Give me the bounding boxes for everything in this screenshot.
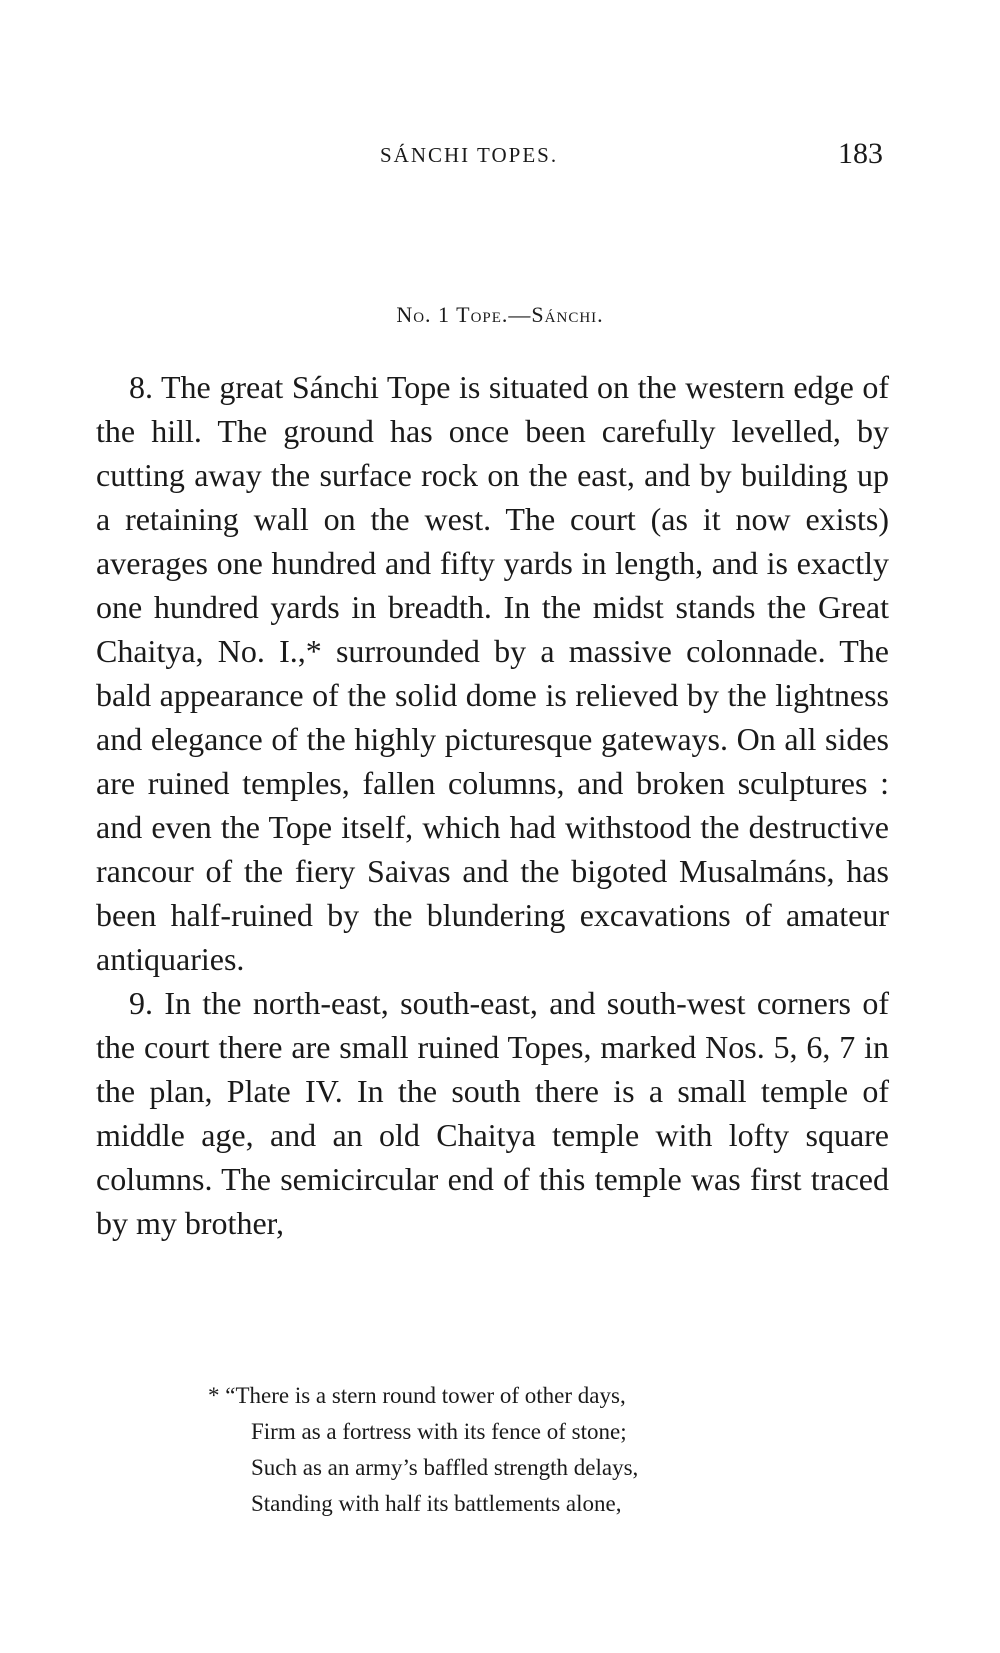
- footnote-line: * “There is a stern round tower of other days,: [208, 1383, 626, 1408]
- paragraph-8: 8. The great Sánchi Tope is situated on the western edge of the hill. The ground has once been carefully levelled, by cutting away the surface rock on the east, and by building up a retaining wall on the west. The court (as it now exists) averages one hundred and fifty yards in length, and is exactly one hundred yards in breadth. In the midst stands the Great Chaitya, No. I.,* surrounded by a massive colonnade. The bald appearance of the solid dome is relieved by the lightness and elegance of the highly picturesque gateways. On all sides are ruined temples, fallen columns, and broken sculptures : and even the Tope itself, which had withstood the destructive rancour of the fiery Saivas and the bigoted Musalmáns, has been half-ruined by the blundering excavations of amateur antiquaries.: [96, 369, 889, 977]
- paragraph-9: 9. In the north-east, south-east, and south-west corners of the court there are small ruined Topes, marked Nos. 5, 6, 7 in the plan, Plate IV. In the south there is a small temple of middle age, and an old Chaitya temple with lofty square columns. The semicircular end of this temple was first traced by my brother,: [96, 985, 889, 1241]
- footnote: [208, 1378, 828, 1522]
- running-title: SÁNCHI TOPES.: [380, 143, 559, 167]
- footnote-line: Standing with half its battlements alone,: [251, 1491, 622, 1516]
- footnote-line: Such as an army’s baffled strength delays,: [251, 1455, 639, 1480]
- section-heading: No. 1 Tope.—Sánchi.: [396, 302, 604, 327]
- running-head: [0, 133, 1000, 173]
- footnote-line: Firm as a fortress with its fence of stone;: [251, 1419, 627, 1444]
- body-text: [96, 365, 889, 1245]
- page-number: 183: [838, 137, 883, 170]
